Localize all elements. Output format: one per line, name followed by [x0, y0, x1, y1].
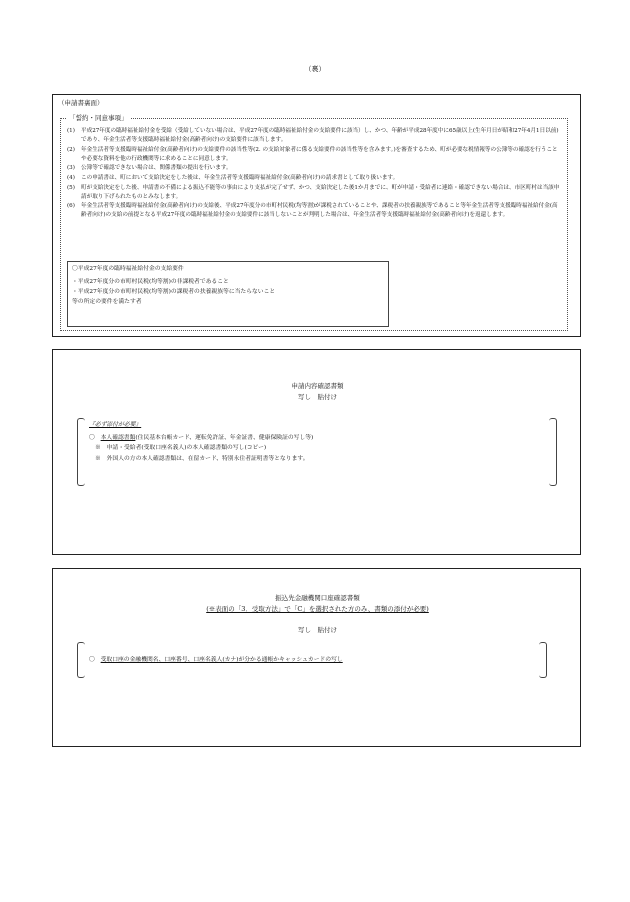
eligibility-requirements-box	[67, 261, 389, 327]
note-line: ※ 申請・受給者(受取口座名義人)の本人確認書類の写し(コピー)	[95, 445, 267, 451]
item-number: (5)	[67, 184, 75, 191]
section-title: 振込先金融機関口座確認書類	[275, 594, 360, 602]
oath-item	[67, 164, 563, 173]
item-number: (2)	[67, 146, 75, 153]
right-bracket	[549, 418, 557, 486]
left-bracket	[77, 642, 85, 678]
item-number: (4)	[67, 174, 75, 181]
oath-title: 「誓約・同意事項」	[69, 114, 128, 122]
item-text: 年金生活者等支援臨時福祉給付金(高齢者向け)の支給要件の該当性等(2. の支給対象者に係る支給要件の該当性等を含みます。)を審査するため、町が必要な税情報等の公簿等の確認を行うことや必要な資料を他の行政機関等に求めることに同意します。	[81, 146, 558, 162]
bullet: 〇	[89, 657, 101, 663]
item-text: この申請書は、町において支給決定をした後は、年金生活者等支援臨時福祉給付金(高齢者向け)の請求書として取り扱います。	[81, 174, 399, 181]
oath-items	[67, 127, 563, 221]
bullet: 〇	[89, 434, 101, 441]
left-bracket	[77, 418, 85, 486]
right-bracket	[539, 642, 547, 678]
required-line	[89, 433, 539, 444]
item-text: 町が支給決定をした後、申請書の不備による振込不能等の事由により支払が完了せず、かつ、支給決定した後1か月までに、町が申請・受給者に連絡・確認できない場合は、市区町村は当該申請が取り下げられたものとみなします。	[81, 184, 560, 200]
page-header: （裏）	[304, 65, 326, 73]
bank-document-text: 受取口座の金融機関名、口座番号、口座名義人(カナ)が分かる通帳かキャッシュカードの写し	[100, 657, 343, 663]
oath-item	[67, 127, 563, 145]
attach-instruction: 写し 貼付け	[298, 626, 337, 634]
oath-item	[67, 202, 563, 220]
id-document-examples: (住民基本台帳カード、運転免許証、年金証書、健康保険証の写し等)	[135, 434, 314, 441]
oath-item	[67, 146, 563, 164]
requirement-line: ・平成27年度分の市町村民税(均等割)の非課税者であること	[72, 279, 229, 285]
application-back-section	[52, 94, 581, 337]
bank-document-attach-area[interactable]	[52, 568, 581, 747]
attach-condition-note: (※表面の「3．受取方法」で「C」を選択された方のみ、書類の添付が必要)	[206, 605, 429, 613]
attach-instruction: 写し 貼付け	[298, 393, 337, 401]
item-number: (3)	[67, 165, 75, 172]
item-number: (6)	[67, 203, 75, 210]
required-documents	[89, 420, 539, 464]
note-line: ※ 外国人の方の本人確認書類は、在留カード、特別永住者証明書等となります。	[95, 455, 309, 462]
item-number: (1)	[67, 128, 75, 134]
item-text: 年金生活者等支援臨時福祉給付金(高齢者向け)の支給後、平成27年度分の市町村民税(均等割)が課税されていることや、課税者の扶養親族等であること等年金生活者等支援臨時福祉給付金(高齢者向け)の支給の前提となる平成27年度の臨時福祉給付金の支給要件に該当しないことが判明した場合は、年金生活者等支援臨時福祉給付金(高齢者向け)を返還します。	[81, 203, 558, 219]
item-text: 平成27年度の臨時福祉給付金を受給（受給していない場合は、平成27年度の臨時福祉給付金の支給要件に該当）し、かつ、年齢が平成28年度中に65歳以上(生年月日が昭和27年4月1日以前)であり、年金生活者等支援臨時福祉給付金(高齢者向け)の支給要件に該当します。	[81, 128, 559, 144]
required-label: 『必ず添付が必要』	[89, 422, 142, 428]
id-document-attach-area[interactable]	[52, 349, 581, 555]
id-document-term: 本人確認書類	[100, 434, 136, 441]
item-text: 公簿等で確認できない場合は、関係書類の提出を行います。	[81, 165, 232, 172]
section-title: 申請内容確認書類	[291, 382, 344, 390]
oath-consent-box	[60, 114, 568, 331]
section-title: （申請書裏面）	[58, 99, 104, 107]
oath-item	[67, 174, 563, 183]
requirements-title: 〇平成27年度の臨時福祉給付金の支給要件	[72, 266, 184, 272]
requirement-line: 等の所定の要件を満たす者	[72, 299, 142, 305]
requirement-line: ・平成27年度分の市町村民税(均等割)の課税者の扶養親族等に当たらないこと	[72, 289, 276, 295]
oath-item	[67, 184, 563, 202]
bank-document-line	[89, 655, 529, 666]
